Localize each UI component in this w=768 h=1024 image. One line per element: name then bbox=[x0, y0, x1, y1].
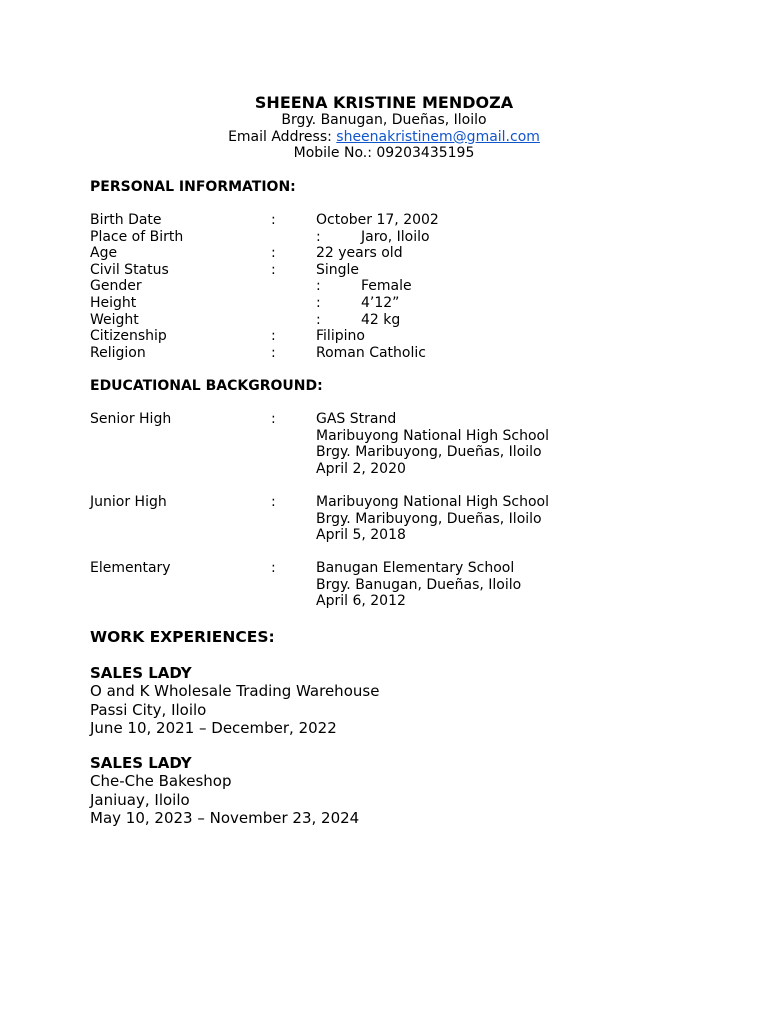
job-period: June 10, 2021 – December, 2022 bbox=[90, 719, 337, 738]
info-colon: : bbox=[316, 228, 321, 245]
info-value: Single bbox=[316, 261, 360, 278]
education-details bbox=[316, 494, 549, 544]
work-entry bbox=[90, 664, 379, 738]
info-colon: : bbox=[316, 295, 321, 311]
email-link[interactable]: sheenakristinem@gmail.com bbox=[336, 128, 540, 145]
info-colon: : bbox=[271, 328, 276, 345]
education-colon: : bbox=[271, 411, 276, 427]
education-line: Banugan Elementary School bbox=[316, 560, 515, 576]
info-label: Gender bbox=[90, 278, 142, 295]
info-label: Citizenship bbox=[90, 328, 167, 345]
personal-information-heading: PERSONAL INFORMATION: bbox=[90, 179, 296, 195]
info-label: Place of Birth bbox=[90, 228, 184, 245]
education-level: Senior High bbox=[90, 411, 172, 427]
education-colon: : bbox=[271, 494, 276, 510]
job-position: SALES LADY bbox=[90, 754, 192, 772]
education-details bbox=[316, 411, 549, 477]
education-line: Brgy. Banugan, Dueñas, Iloilo bbox=[316, 576, 522, 593]
address: Brgy. Banugan, Dueñas, Iloilo bbox=[281, 112, 487, 128]
info-value: 42 kg bbox=[361, 311, 401, 328]
info-value: Roman Catholic bbox=[316, 344, 426, 361]
education-line: April 5, 2018 bbox=[316, 527, 406, 544]
info-colon: : bbox=[271, 212, 276, 228]
info-colon: : bbox=[271, 261, 276, 278]
mobile-number: Mobile No.: 09203435195 bbox=[293, 145, 475, 162]
job-period: May 10, 2023 – November 23, 2024 bbox=[90, 809, 360, 828]
work-entry bbox=[90, 754, 359, 828]
info-label: Birth Date bbox=[90, 212, 162, 228]
job-position: SALES LADY bbox=[90, 664, 192, 682]
education-line: April 2, 2020 bbox=[316, 460, 406, 477]
info-value: October 17, 2002 bbox=[316, 212, 439, 228]
education-line: Maribuyong National High School bbox=[316, 427, 550, 444]
info-label: Height bbox=[90, 295, 137, 311]
info-label: Weight bbox=[90, 311, 139, 328]
education-line: GAS Strand bbox=[316, 411, 397, 427]
education-line: Brgy. Maribuyong, Dueñas, Iloilo bbox=[316, 510, 542, 527]
info-colon: : bbox=[271, 344, 276, 361]
education-line: Brgy. Maribuyong, Dueñas, Iloilo bbox=[316, 444, 542, 461]
email-line bbox=[0, 129, 768, 146]
info-colon: : bbox=[271, 245, 276, 262]
info-label: Civil Status bbox=[90, 261, 169, 278]
education-details bbox=[316, 560, 521, 610]
applicant-name: SHEENA KRISTINE MENDOZA bbox=[254, 93, 514, 112]
info-value: 4’12” bbox=[361, 295, 400, 311]
info-colon: : bbox=[316, 311, 321, 328]
email-label: Email Address: bbox=[228, 128, 337, 145]
job-company: O and K Wholesale Trading Warehouse bbox=[90, 682, 380, 701]
info-label: Age bbox=[90, 245, 118, 262]
resume-header bbox=[0, 93, 768, 162]
education-line: Maribuyong National High School bbox=[316, 494, 550, 510]
info-value: Jaro, Iloilo bbox=[361, 228, 430, 245]
education-line: April 6, 2012 bbox=[316, 593, 406, 610]
job-location: Passi City, Iloilo bbox=[90, 700, 207, 719]
job-company: Che-Che Bakeshop bbox=[90, 772, 232, 791]
info-label: Religion bbox=[90, 344, 146, 361]
education-level: Elementary bbox=[90, 560, 171, 576]
educational-background-heading: EDUCATIONAL BACKGROUND: bbox=[90, 378, 323, 394]
info-colon: : bbox=[316, 278, 321, 295]
work-experiences-heading: WORK EXPERIENCES: bbox=[90, 628, 275, 646]
info-value: Female bbox=[361, 278, 412, 295]
info-value: 22 years old bbox=[316, 245, 403, 262]
education-colon: : bbox=[271, 560, 276, 576]
job-location: Janiuay, Iloilo bbox=[90, 790, 190, 809]
info-value: Filipino bbox=[316, 328, 365, 345]
education-level: Junior High bbox=[90, 494, 167, 510]
